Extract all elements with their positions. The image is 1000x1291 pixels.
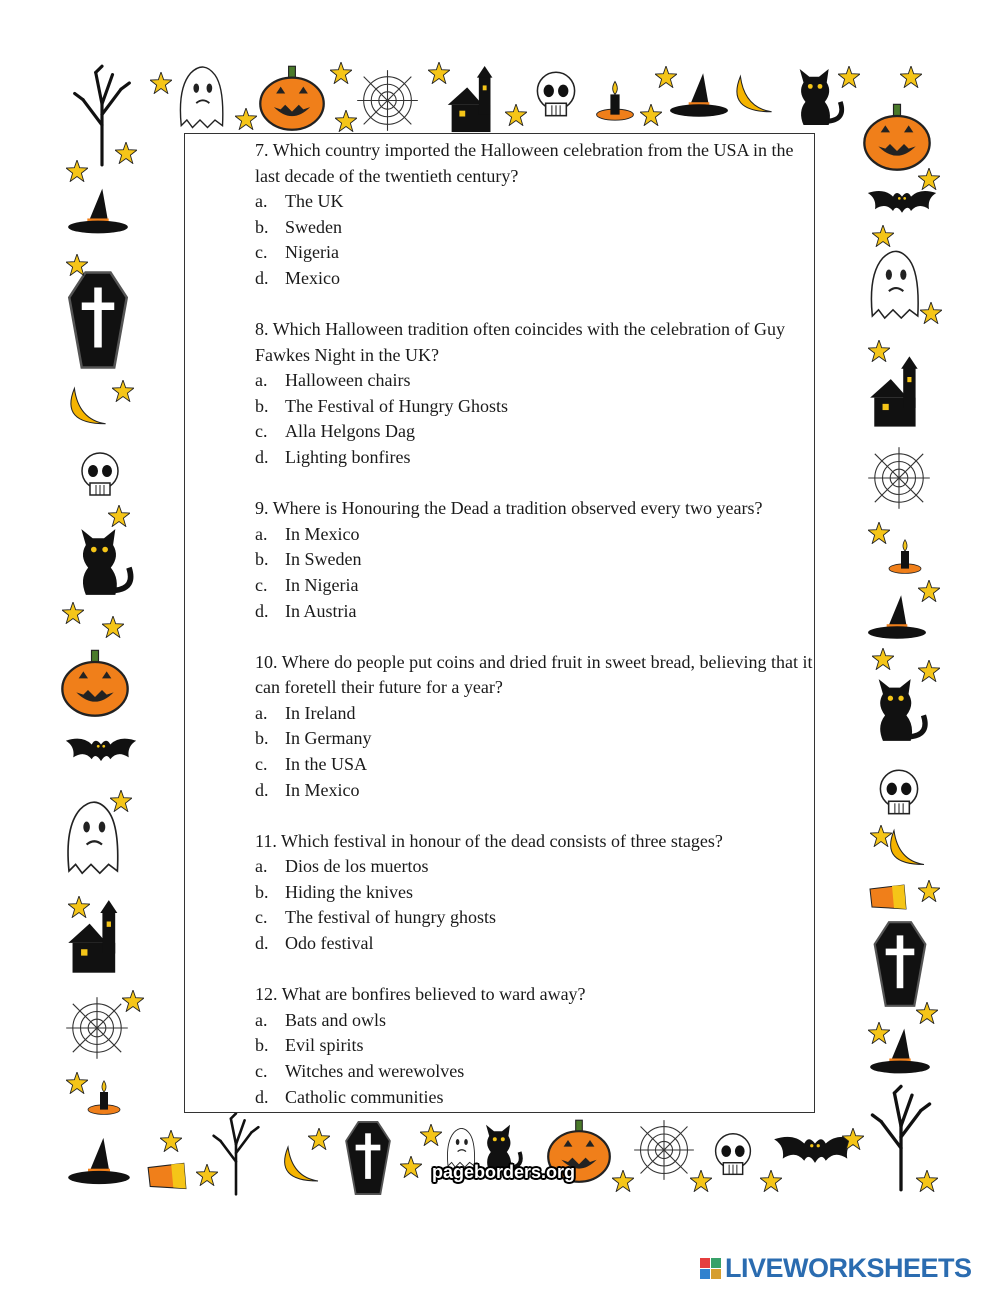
star-icon xyxy=(920,302,942,324)
star-icon xyxy=(838,66,860,88)
star-icon xyxy=(150,72,172,94)
pumpkin-icon xyxy=(60,648,130,718)
star-icon xyxy=(842,1128,864,1150)
question-list xyxy=(255,138,815,1136)
option-d[interactable]: d. Catholic communities xyxy=(255,1086,444,1107)
coffin-icon xyxy=(62,270,134,370)
black-cat-icon xyxy=(70,522,138,602)
question-10 xyxy=(255,650,815,804)
star-icon xyxy=(62,602,84,624)
star-icon xyxy=(235,108,257,130)
star-icon xyxy=(868,1022,890,1044)
option-list xyxy=(255,1008,815,1110)
skull-icon xyxy=(868,762,930,824)
star-icon xyxy=(612,1170,634,1192)
question-text: 11. Which festival in honour of the dead consists of three stages? xyxy=(255,830,723,851)
question-text: 9. Where is Honouring the Dead a tradition observed every two years? xyxy=(255,498,763,519)
question-text: 12. What are bonfires believed to ward away? xyxy=(255,984,586,1005)
skull-icon xyxy=(525,64,587,126)
candle-icon xyxy=(592,74,638,124)
star-icon xyxy=(110,790,132,812)
star-icon xyxy=(918,580,940,602)
pageborders-watermark: pageborders.org xyxy=(432,1162,576,1182)
option-a[interactable]: a. Dios de los muertos xyxy=(255,856,429,877)
option-a[interactable]: a. In Mexico xyxy=(255,523,360,544)
star-icon xyxy=(68,896,90,918)
star-icon xyxy=(335,110,357,132)
star-icon xyxy=(330,62,352,84)
option-list xyxy=(255,854,815,956)
star-icon xyxy=(868,340,890,362)
crescent-moon-icon xyxy=(64,378,116,430)
option-d[interactable]: d. Lighting bonfires xyxy=(255,447,411,468)
skull-icon xyxy=(70,445,130,505)
option-list xyxy=(255,701,815,803)
star-icon xyxy=(66,254,88,276)
option-c[interactable]: c. Alla Helgons Dag xyxy=(255,421,415,442)
option-d[interactable]: d. In Austria xyxy=(255,600,357,621)
haunted-house-icon xyxy=(443,66,503,134)
witch-hat-icon xyxy=(66,1130,132,1192)
star-icon xyxy=(505,104,527,126)
coffin-icon xyxy=(870,920,930,1008)
option-b[interactable]: b. Evil spirits xyxy=(255,1035,364,1056)
star-icon xyxy=(872,225,894,247)
option-d[interactable]: d. In Mexico xyxy=(255,779,360,800)
star-icon xyxy=(400,1156,422,1178)
star-icon xyxy=(868,522,890,544)
spider-web-icon xyxy=(866,445,932,511)
star-icon xyxy=(102,616,124,638)
star-icon xyxy=(112,380,134,402)
logo-text: LIVEWORKSHEETS xyxy=(725,1252,972,1283)
option-c[interactable]: c. Witches and werewolves xyxy=(255,1060,465,1081)
question-12 xyxy=(255,982,815,1110)
star-icon xyxy=(428,62,450,84)
option-list xyxy=(255,368,815,470)
option-d[interactable]: d. Mexico xyxy=(255,267,340,288)
option-c[interactable]: c. In the USA xyxy=(255,753,367,774)
star-icon xyxy=(918,168,940,190)
star-icon xyxy=(108,505,130,527)
question-text: 10. Where do people put coins and dried fruit in sweet bread, believing that it can foretell their future for a year? xyxy=(255,651,813,698)
option-a[interactable]: a. Halloween chairs xyxy=(255,370,411,391)
star-icon xyxy=(916,1170,938,1192)
pumpkin-icon xyxy=(258,64,326,132)
candy-corn-icon xyxy=(868,880,908,916)
crescent-moon-icon xyxy=(730,66,782,118)
option-b[interactable]: b. Hiding the knives xyxy=(255,881,413,902)
star-icon xyxy=(918,660,940,682)
question-11 xyxy=(255,829,815,957)
star-icon xyxy=(115,142,137,164)
logo-tiles-icon xyxy=(700,1258,721,1279)
spider-web-icon xyxy=(355,68,420,133)
star-icon xyxy=(872,648,894,670)
option-b[interactable]: b. The Festival of Hungry Ghosts xyxy=(255,395,508,416)
candy-corn-icon xyxy=(146,1160,188,1194)
pumpkin-icon xyxy=(862,102,932,172)
question-text: 7. Which country imported the Halloween celebration from the USA in the last decade of the twentieth century? xyxy=(255,140,794,186)
question-8 xyxy=(255,317,815,471)
option-a[interactable]: a. The UK xyxy=(255,191,344,212)
option-a[interactable]: a. Bats and owls xyxy=(255,1009,386,1030)
bat-icon xyxy=(64,728,138,772)
option-d[interactable]: d. Odo festival xyxy=(255,933,374,954)
option-list xyxy=(255,189,815,291)
star-icon xyxy=(916,1002,938,1024)
option-b[interactable]: b. In Sweden xyxy=(255,549,362,570)
question-9 xyxy=(255,496,815,624)
star-icon xyxy=(160,1130,182,1152)
candle-icon xyxy=(885,530,925,580)
candle-icon xyxy=(84,1072,124,1120)
star-icon xyxy=(900,66,922,88)
star-icon xyxy=(66,1072,88,1094)
star-icon xyxy=(760,1170,782,1192)
option-c[interactable]: c. In Nigeria xyxy=(255,574,359,595)
witch-hat-icon xyxy=(668,66,730,124)
star-icon xyxy=(870,825,892,847)
worksheet-panel xyxy=(184,133,815,1113)
question-text: 8. Which Halloween tradition often coincides with the celebration of Guy Fawkes Night in the UK? xyxy=(255,319,786,365)
star-icon xyxy=(196,1164,218,1186)
liveworksheets-logo[interactable] xyxy=(700,1250,972,1286)
option-a[interactable]: a. In Ireland xyxy=(255,702,356,723)
option-c[interactable]: c. Nigeria xyxy=(255,242,339,263)
star-icon xyxy=(655,66,677,88)
option-b[interactable]: b. In Germany xyxy=(255,728,372,749)
witch-hat-icon xyxy=(66,180,130,242)
question-7 xyxy=(255,138,815,292)
option-b[interactable]: b. Sweden xyxy=(255,216,342,237)
star-icon xyxy=(122,990,144,1012)
black-cat-icon xyxy=(868,670,932,750)
option-list xyxy=(255,522,815,624)
option-c[interactable]: c. The festival of hungry ghosts xyxy=(255,907,496,928)
star-icon xyxy=(640,104,662,126)
star-icon xyxy=(66,160,88,182)
star-icon xyxy=(690,1170,712,1192)
star-icon xyxy=(918,880,940,902)
ghost-icon xyxy=(862,240,924,330)
ghost-icon xyxy=(170,60,230,135)
